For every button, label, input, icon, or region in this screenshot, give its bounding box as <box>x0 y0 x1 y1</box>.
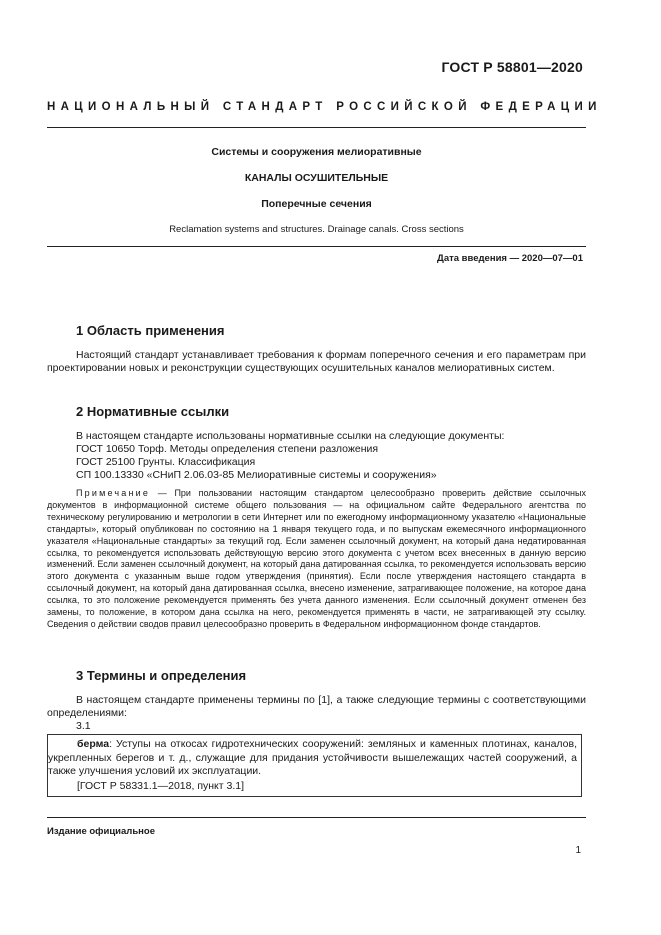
national-standard-banner: НАЦИОНАЛЬНЫЙ СТАНДАРТ РОССИЙСКОЙ ФЕДЕРАЦИИ <box>47 101 602 113</box>
section-2-intro: В настоящем стандарте использованы нормативные ссылки на следующие документы: <box>76 430 505 442</box>
note-text: — При пользовании настоящим стандартом целесообразно проверить действие ссылочных документов в информационной системе общего пользования — на официальном сайте Федерального агентства по техническому регулированию и метрологии в сети Интернет или по ежегодному информационному указателю «Национальные стандарты», который опубликован по состоянию на 1 января текущего года, и по выпускам ежемесячного информационного указателя «Национальные стандарты» за текущий год. Если заменен ссылочный документ, на который дана недатированная ссылка, то рекомендуется использовать действующую версию этого документа с учетом всех внесенных в данную версию изменений. Если заменен ссылочный документ, на который дана датированная ссылка, то рекомендуется использовать версию этого документа с указанным выше годом утверждения (принятия). Если после утверждения настоящего стандарта в ссылочный документ, на который дана датированная ссылка, внесено изменение, затрагивающее положение, на которое дана ссылка, то это положение рекомендуется применять без учета данного изменения. Если ссылочный документ отменен без замены, то положение, в котором дана ссылка на него, рекомендуется применять в части, не затрагивающей эту ссылку. Сведения о действии сводов правил целесообразно проверить в Федеральном информационном фонде стандартов. <box>47 488 586 629</box>
section-1-heading: 1 Область применения <box>76 323 225 338</box>
term-definition <box>48 738 581 779</box>
section-2-note <box>47 488 586 631</box>
title-line-1: Системы и сооружения мелиоративные <box>211 146 422 158</box>
reference-item: ГОСТ 25100 Грунты. Классификация <box>76 456 256 468</box>
header-divider <box>47 127 586 128</box>
section-3-heading: 3 Термины и определения <box>76 668 247 683</box>
page-number: 1 <box>575 845 581 856</box>
document-number: ГОСТ Р 58801—2020 <box>441 59 583 75</box>
section-1-body <box>47 349 586 375</box>
note-label: Примечание <box>76 488 151 498</box>
section-3-intro: В настоящем стандарте применены термины по [1], а также следующие термины с соответствующими определениями: <box>47 694 586 719</box>
reference-item: ГОСТ 10650 Торф. Методы определения степени разложения <box>76 443 379 455</box>
title-divider <box>47 246 586 247</box>
official-edition-label: Издание официальное <box>47 826 155 837</box>
title-line-2: КАНАЛЫ ОСУШИТЕЛЬНЫЕ <box>244 172 389 184</box>
title-english: Reclamation systems and structures. Drainage canals. Cross sections <box>169 224 464 235</box>
section-3-body <box>47 694 586 733</box>
term-word: берма <box>77 738 110 750</box>
term-definition-box <box>47 734 582 797</box>
term-definition-text: : Уступы на откосах гидротехнических сооружений: земляных и каменных плотинах, каналов, укрепленных берегов и т. д., служащие для придания устойчивости вышележащих частей сооружений, а также улучшения условий их эксплуатации. <box>48 738 577 777</box>
term-number: 3.1 <box>76 720 91 732</box>
term-source: [ГОСТ Р 58331.1—2018, пункт 3.1] <box>77 779 245 792</box>
title-line-3: Поперечные сечения <box>261 198 372 210</box>
section-2-body <box>47 430 586 482</box>
introduction-date: Дата введения — 2020—07—01 <box>437 253 583 264</box>
reference-item: СП 100.13330 «СНиП 2.06.03-85 Мелиоративные системы и сооружения» <box>76 469 437 481</box>
section-1-text: Настоящий стандарт устанавливает требования к формам поперечного сечения и его параметрам при проектировании новых и реконструкции существующих осушительных каналов мелиоративных систем. <box>47 349 586 374</box>
section-2-heading: 2 Нормативные ссылки <box>76 404 230 419</box>
footer-divider <box>47 817 586 818</box>
